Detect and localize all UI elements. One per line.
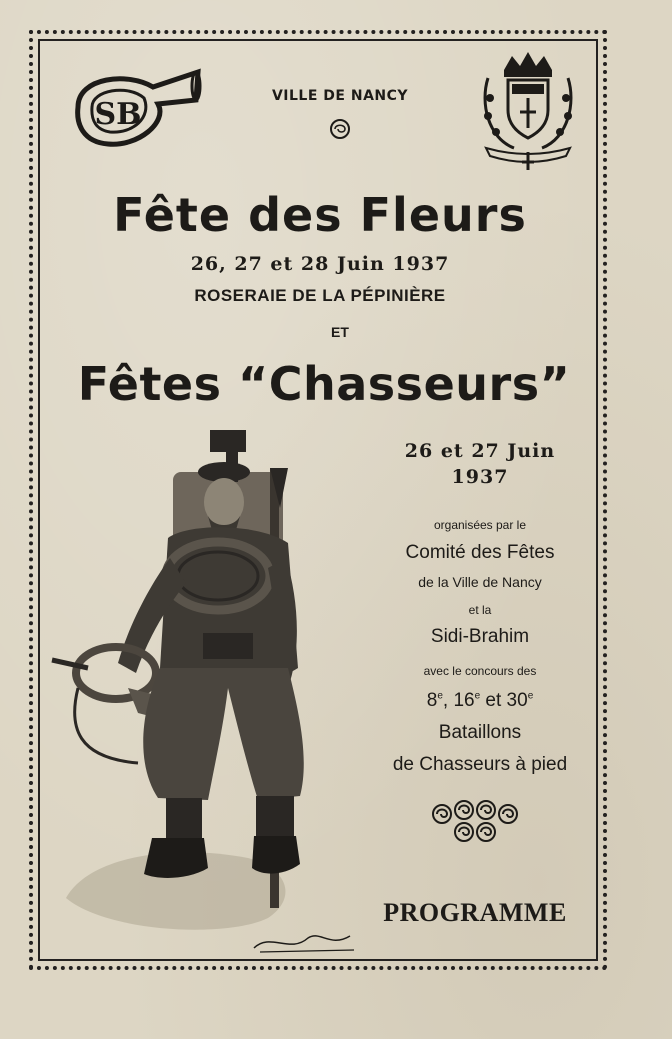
organizers-committee-sub: de la Ville de Nancy [418,574,542,590]
ordinal-suffix: e [474,690,481,702]
battalion-30: 30 [506,690,528,711]
coat-of-arms-icon [476,48,581,173]
programme-label: PROGRAMME [383,898,567,927]
town-label: VILLE DE NANCY [271,88,409,104]
battalions-tail: de Chasseurs à pied [392,754,568,775]
organizers-support: avec le concours des [423,664,537,678]
battalion-16: 16 [453,690,475,711]
ordinal-suffix: e [527,690,534,702]
battalions-word: Bataillons [438,722,522,743]
battalion-numbers [355,690,605,712]
artist-signature [250,928,360,956]
svg-text:SB: SB [94,97,142,132]
roses-ornament-icon [428,798,520,846]
organizers-and: et la [468,603,492,617]
event2-title: Fêtes “Chasseurs” [77,357,571,411]
event2-dates: 26 et 27 Juin [404,440,556,462]
rosette-icon [329,118,351,140]
battalion-8: 8 [426,690,438,711]
separator: et [480,690,507,711]
connector-text: ET [331,324,349,340]
event1-venue: ROSERAIE DE LA PÉPINIÈRE [194,286,446,305]
organizers-intro: organisées par le [433,518,527,532]
ordinal-suffix: e [437,690,443,702]
event2-year: 1937 [451,466,509,488]
chasseur-soldier-illustration [48,428,318,948]
separator: , [442,690,454,711]
hunting-horn-monogram-icon [58,62,203,152]
event1-title: Fête des Fleurs [113,188,527,242]
organizers-committee: Comité des Fêtes [405,542,555,563]
organizers-association: Sidi-Brahim [430,626,530,647]
event1-dates: 26, 27 et 28 Juin 1937 [190,253,450,275]
